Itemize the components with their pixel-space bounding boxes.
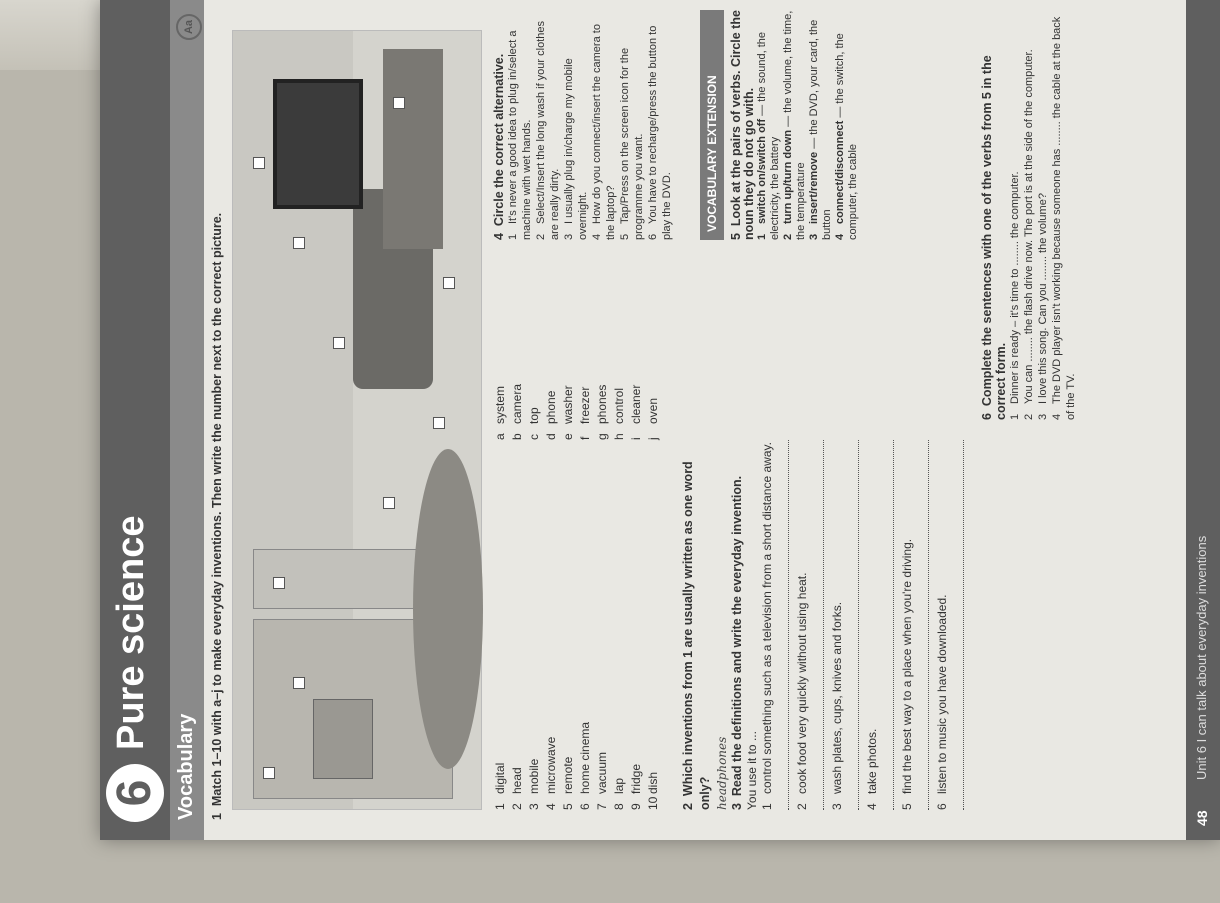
page-footer (1186, 0, 1220, 840)
oven (313, 699, 373, 779)
ex4: 4 Circle the correct alternative. 1It's never a good idea to plug in/select a machine with wet hands. 2Select/Insert the long wash if your clothes are really dirty. 3I usually plug in/charge my mobile overnight. 4How do you connect/insert the camera to the laptop? 5Tap/Press on the screen icon for the programme you want. 6You have to recharge/press the button to play the DVD. (492, 21, 673, 240)
answer-box[interactable] (393, 97, 405, 109)
ex5: 5 Look at the pairs of verbs. Circle the noun they do not go with. 1switch on/switch off — the sound, the electricity, the battery 2turn up/turn down — the volume, the time, the temperature 3insert/remove — the DVD, your card, the button 4connect/disconnect — the switch, the computer, the cable (729, 10, 859, 240)
answer-box[interactable] (263, 767, 275, 779)
unit-number: 6 (106, 764, 164, 822)
aa-icon: Aa (176, 14, 202, 40)
answer-box[interactable] (293, 677, 305, 689)
answer-line[interactable] (775, 440, 789, 810)
answer-line[interactable] (845, 440, 859, 810)
ex6: 6 Complete the sentences with one of the verbs from 5 in the correct form. 1Dinner is ready – it's time to ........ the computer. 2You can ........ the flash drive now. The port is at the side of the computer. 3I love this song. Can you ........ the volume? 4The DVD player isn't working because someone has ........ the cable at the back of the TV. (980, 16, 1077, 420)
answer-box[interactable] (273, 577, 285, 589)
answer-box[interactable] (253, 157, 265, 169)
answer-box[interactable] (433, 417, 445, 429)
ex2-answer[interactable]: headphones (715, 736, 729, 810)
ex1-instruction: 1 Match 1–10 with a–j to make everyday inventions. Then write the number next to the correct picture. (210, 212, 224, 820)
section-bar (170, 0, 204, 840)
answer-line[interactable] (880, 440, 894, 810)
ex3: 3 Read the definitions and write the everyday invention. You use it to ... 1control something such as a television from a short distance away. 2cook food very quickly without using heat. 3wash plates, cups, knives and forks. 4take photos. 5find the best way to a place when you're driving. 6listen to music you have downloaded. (730, 440, 970, 810)
can-do-statement: Unit 6 I can talk about everyday inventions (1194, 535, 1209, 780)
answer-line[interactable] (915, 440, 929, 810)
section-title: Vocabulary (175, 713, 197, 820)
answer-box[interactable] (383, 497, 395, 509)
tv-cabinet (383, 49, 443, 249)
television (273, 79, 363, 209)
answer-box[interactable] (293, 237, 305, 249)
room-illustration (232, 30, 482, 810)
answer-box[interactable] (333, 337, 345, 349)
answer-line[interactable] (950, 440, 964, 810)
workbook-page (100, 0, 1220, 840)
ex1-right-list: asystem bcamera ctop dphone ewasher ffreezer gphones hcontrol icleaner joven (493, 383, 660, 440)
answer-line[interactable] (810, 440, 824, 810)
vocabulary-extension-banner: VOCABULARY EXTENSION (700, 10, 724, 240)
ex1-left-list: 1digital 2head 3mobile 4microwave 5remote 6home cinema 7vacuum 8lap 9fridge 10dish (493, 721, 660, 810)
rug (413, 449, 483, 769)
unit-header (100, 0, 170, 840)
ex2: 2 Which inventions from 1 are usually written as one word only? headphones (680, 440, 731, 810)
unit-title: Pure science (110, 515, 152, 750)
answer-box[interactable] (443, 277, 455, 289)
page-number: 48 (1194, 810, 1210, 826)
